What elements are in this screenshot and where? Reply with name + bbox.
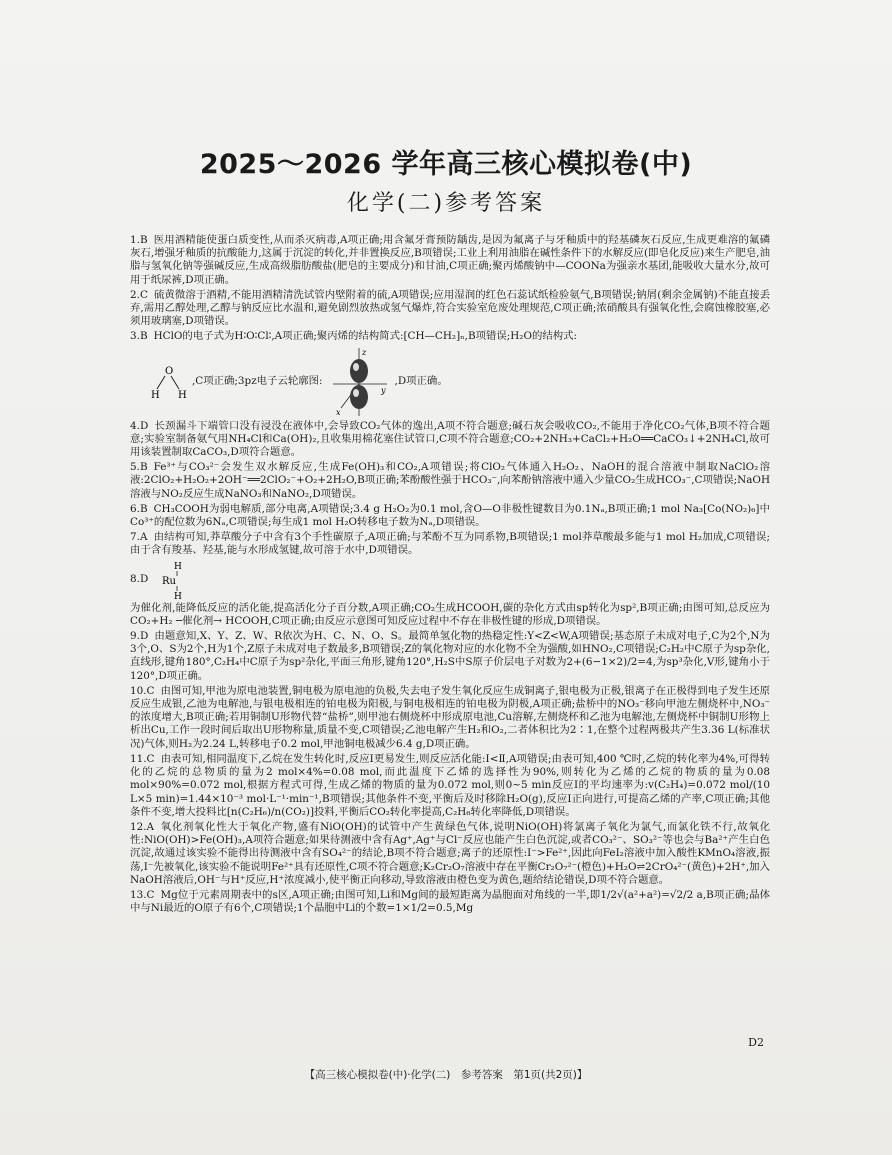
question-3: 3.B HClO的电子式为H∶O∶Cl∶,A项正确;聚丙烯的结构简式:[CH—CH₂]ₙ,B项错误;H₂O的结构式: [130, 330, 578, 343]
water-o-atom: O [165, 365, 174, 377]
page-subtitle: 化学(二)参考答案 [346, 191, 546, 216]
water-bond-right [171, 376, 179, 389]
orbital-highlight-top [353, 363, 359, 371]
question-10: 10.C 由图可知,甲池为原电池装置,铜电极为原电池的负极,失去电子发生氧化反应生成铜离子,银电极为正极,银离子在正极得到电子发生还原反应生成银,乙池为电解池,与银电极相连的铂电极为阳极,与铜电极相连的铂电极为阴极,A项正确;盐桥中的NO₃⁻移向甲池左侧烧杯中,NO₃⁻的浓度增大,B项正确;若用铜制U形物代替“盐桥”,则甲池右侧烧杯中形成原电池,Cu溶解,左侧烧杯和乙池为电解池,左侧烧杯中铜制U形物上析出Cu,工作一段时间后取出U形物称量,质量不变,C项错误;乙池电解产生H₂和O₂,二者体积比为2∶1,在整个过程两极共产生3.36 L(标准状况)气体,则H₂为2.24 L,转移电子0.2 mol,甲池铜电极减少6.4 g,D项正确。 [130, 684, 770, 750]
water-h-atom-right: H [178, 389, 187, 401]
question-3-figures: O H H ,C项正确;3pz电子云轮廓图: z y x ,D项正确。 [148, 346, 770, 418]
question-7: 7.A 由结构可知,莽草酸分子中含有3个手性碳原子,A项正确;与苯酚不互为同系物,B项错误;1 mol莽草酸最多能与1 mol H₂加成,C项错误;由于含有羧基、羟基,能与水形成氢键,故可溶于水中,D项错误。 [130, 531, 770, 557]
water-bond-left [157, 376, 165, 389]
water-h-atom-left: H [151, 389, 160, 401]
question-12: 12.A 氧化剂氧化性大于氧化产物,盛有NiO(OH)的试管中产生黄绿色气体,说明NiO(OH)将氯离子氧化为氯气,而氯化铁不行,故氧化性:NiO(OH)>Fe(OH)₃,A项符合题意;如果待测液中含有Ag⁺,Ag⁺与Cl⁻反应也能产生白色沉淀,或者CO₃²⁻、SO₃²⁻等也会与Ba²⁺产生白色沉淀,故通过该实验不能得出待测液中含有SO₄²⁻的结论,B项不符合题意;离子的还原性:I⁻>Fe²⁺,因此向FeI₂溶液中加入酸性KMnO₄溶液,振荡,I⁻先被氧化,该实验不能说明Fe²⁺具有还原性,C项不符合题意;K₂Cr₂O₇溶液中存在平衡Cr₂O₇²⁻(橙色)+H₂O⇌2CrO₄²⁻(黄色)+2H⁺,加入NaOH溶液后,OH⁻与H⁺反应,H⁺浓度减小,使平衡正向移动,导致溶液由橙色变为黄色,题给结论错误,D项不符合题意。 [130, 820, 770, 886]
question-1: 1.B 医用酒精能使蛋白质变性,从而杀灭病毒,A项正确;用含氟牙膏预防龋齿,是因为氟离子与牙釉质中的羟基磷灰石反应,生成更难溶的氟磷灰石,增强牙釉质的抗酸能力,这属于沉淀的转化,并非置换反应,B项错误;工业上利用油脂在碱性条件下的水解反应(即皂化反应)来生产肥皂,油脂与氢氧化钠等强碱反应,生成高级脂肪酸盐(肥皂的主要成分)和甘油,C项正确;聚丙烯酸钠中—COONa为强亲水基团,能吸收大量水分,故可用于纸尿裤,D项正确。 [130, 234, 770, 286]
x-axis-label: x [335, 407, 341, 417]
water-structure-diagram [148, 362, 188, 402]
page-title: 2025～2026 学年高三核心模拟卷(中) [199, 149, 693, 180]
orbital-lobe-top [350, 359, 368, 383]
question-13: 13.C Mg位于元素周期表中的s区,A项正确;由图可知,Li和Mg间的最短距离为晶胞面对角线的一半,即1/2√(a²+a²)=√2/2 a,B项正确;晶体中与Ni最近的O原子有6个,C项错误;1个晶胞中Li的个数=1×1/2=0.5,Mg [130, 888, 770, 915]
question-11: 11.C 由表可知,相同温度下,乙烷在发生转化时,反应Ⅰ更易发生,则反应活化能:Ⅰ<Ⅱ,A项错误;由表可知,400 ℃时,乙烷的转化率为4%,可得转化的乙烷的总物质的量为2 mol×4%=0.08 mol,而此温度下乙烯的选择性为90%,则转化为乙烯的乙烷的物质的量为0.08 mol×90%=0.072 mol,根据方程式可得,生成乙烯的物质的量为0.072 mol,则0~5 min反应Ⅰ的平均速率为:v(C₂H₄)=0.072 mol/(10 L×5 min)=1.44×10⁻³ mol·L⁻¹·min⁻¹,B项错误;其他条件不变,平衡后及时移除H₂O(g),反应Ⅰ正向进行,可提高乙烯的产率,C项正确;其他条件不变,增大投料比[n(C₂H₆)/n(CO₂)]投料,平衡后CO₂转化率提高,C₂H₆转化率降低,D项错误。 [130, 752, 770, 818]
question-2: 2.C 硫黄微溶于酒精,不能用酒精清洗试管内壁附着的硫,A项错误;应用湿润的红色石蕊试纸检验氨气,B项错误;钠屑(剩余金属钠)不能直接丢弃,需用乙醇处理,乙醇与钠反应比水温和,避免剧烈放热或氢气爆炸,符合实验室危废处理规范,C项正确;浓硝酸具有强氧化性,会腐蚀橡胶塞,必须用玻璃塞,D项错误。 [130, 288, 770, 328]
ru-h-bottom: H [174, 591, 183, 600]
question-4: 4.D 长颈漏斗下端管口没有浸没在液体中,会导致CO₂气体的逸出,A项不符合题意;碱石灰会吸收CO₂,不能用于净化CO₂气体,B项不符合题意;实验室制备氨气用NH₄Cl和Ca(OH)₂,且收集用棉花塞住试管口,C项不符合题意;CO₂+2NH₃+CaCl₂+H₂O══CaCO₃↓+2NH₄Cl,故可用该装置制取CaCO₃,D项符合题意。 [130, 419, 770, 459]
page-footer: 【高三核心模拟卷(中)·化学(二) 参考答案 第1页(共2页)】 [304, 1069, 588, 1081]
answers-body [130, 234, 770, 917]
orbital-lobe-bottom [350, 385, 368, 409]
ru-h-top: H [174, 561, 183, 572]
question-8: 为催化剂,能降低反应的活化能,提高活化分子百分数,A项正确;CO₂生成HCOOH,碳的杂化方式由sp转化为sp²,B项正确;由图可知,总反应为CO₂+H₂ ─催化剂→ HCOOH,C项正确;由反应示意图可知反应过程中不存在非极性键的形成,D项错误。 [130, 601, 770, 627]
ru-hydride-structure [158, 560, 192, 600]
ru-atom: Ru [162, 575, 177, 587]
page-code: D2 [748, 1036, 764, 1049]
z-axis-label: z [361, 347, 366, 357]
p-orbital-diagram [327, 346, 391, 418]
question-5: 5.B Fe³⁺与CO₃²⁻会发生双水解反应,生成Fe(OH)₃和CO₂,A项错误;将ClO₂气体通入H₂O₂、NaOH的混合溶液中制取NaClO₂溶液:2ClO₂+H₂O₂+2OH⁻══2ClO₂⁻+O₂+2H₂O,B项正确;苯酚酸性强于HCO₃⁻,向苯酚钠溶液中通入少量CO₂生成HCO₃⁻,C项错误;NaOH溶液与NO₂反应生成NaNO₃和NaNO₂,D项错误。 [130, 461, 771, 500]
orbital-highlight-bottom [353, 389, 359, 397]
question-9: 9.D 由题意知,X、Y、Z、W、R依次为H、C、N、O、S。最简单氢化物的热稳定性:Y<Z<W,A项错误;基态原子未成对电子,C为2个,N为3个,O、S为2个,H为1个,Z原子未成对电子数最多,B项错误;Z的氧化物对应的水化物不全为强酸,如HNO₂,C项错误;C₂H₂中C原子为sp杂化,直线形,键角180°,C₂H₄中C原子为sp²杂化,平面三角形,键角120°,H₂S中S原子价层电子对数为2+(6−1×2)/2=4,为sp³杂化,V形,键角小于120°,D项正确。 [130, 630, 770, 682]
y-axis-label: y [380, 385, 386, 395]
question-8-ru-diagram: 8 . D H Ru H [130, 560, 770, 600]
question-6: 6.B CH₃COOH为弱电解质,部分电离,A项错误;3.4 g H₂O₂为0.1 mol,含O—O非极性键数目为0.1Nₐ,B项正确;1 mol Na₃[Co(NO₂)₆]中Co³⁺的配位数为6Nₐ,C项错误;每生成1 mol H₂O转移电子数为Nₐ,D项错误。 [130, 502, 770, 529]
